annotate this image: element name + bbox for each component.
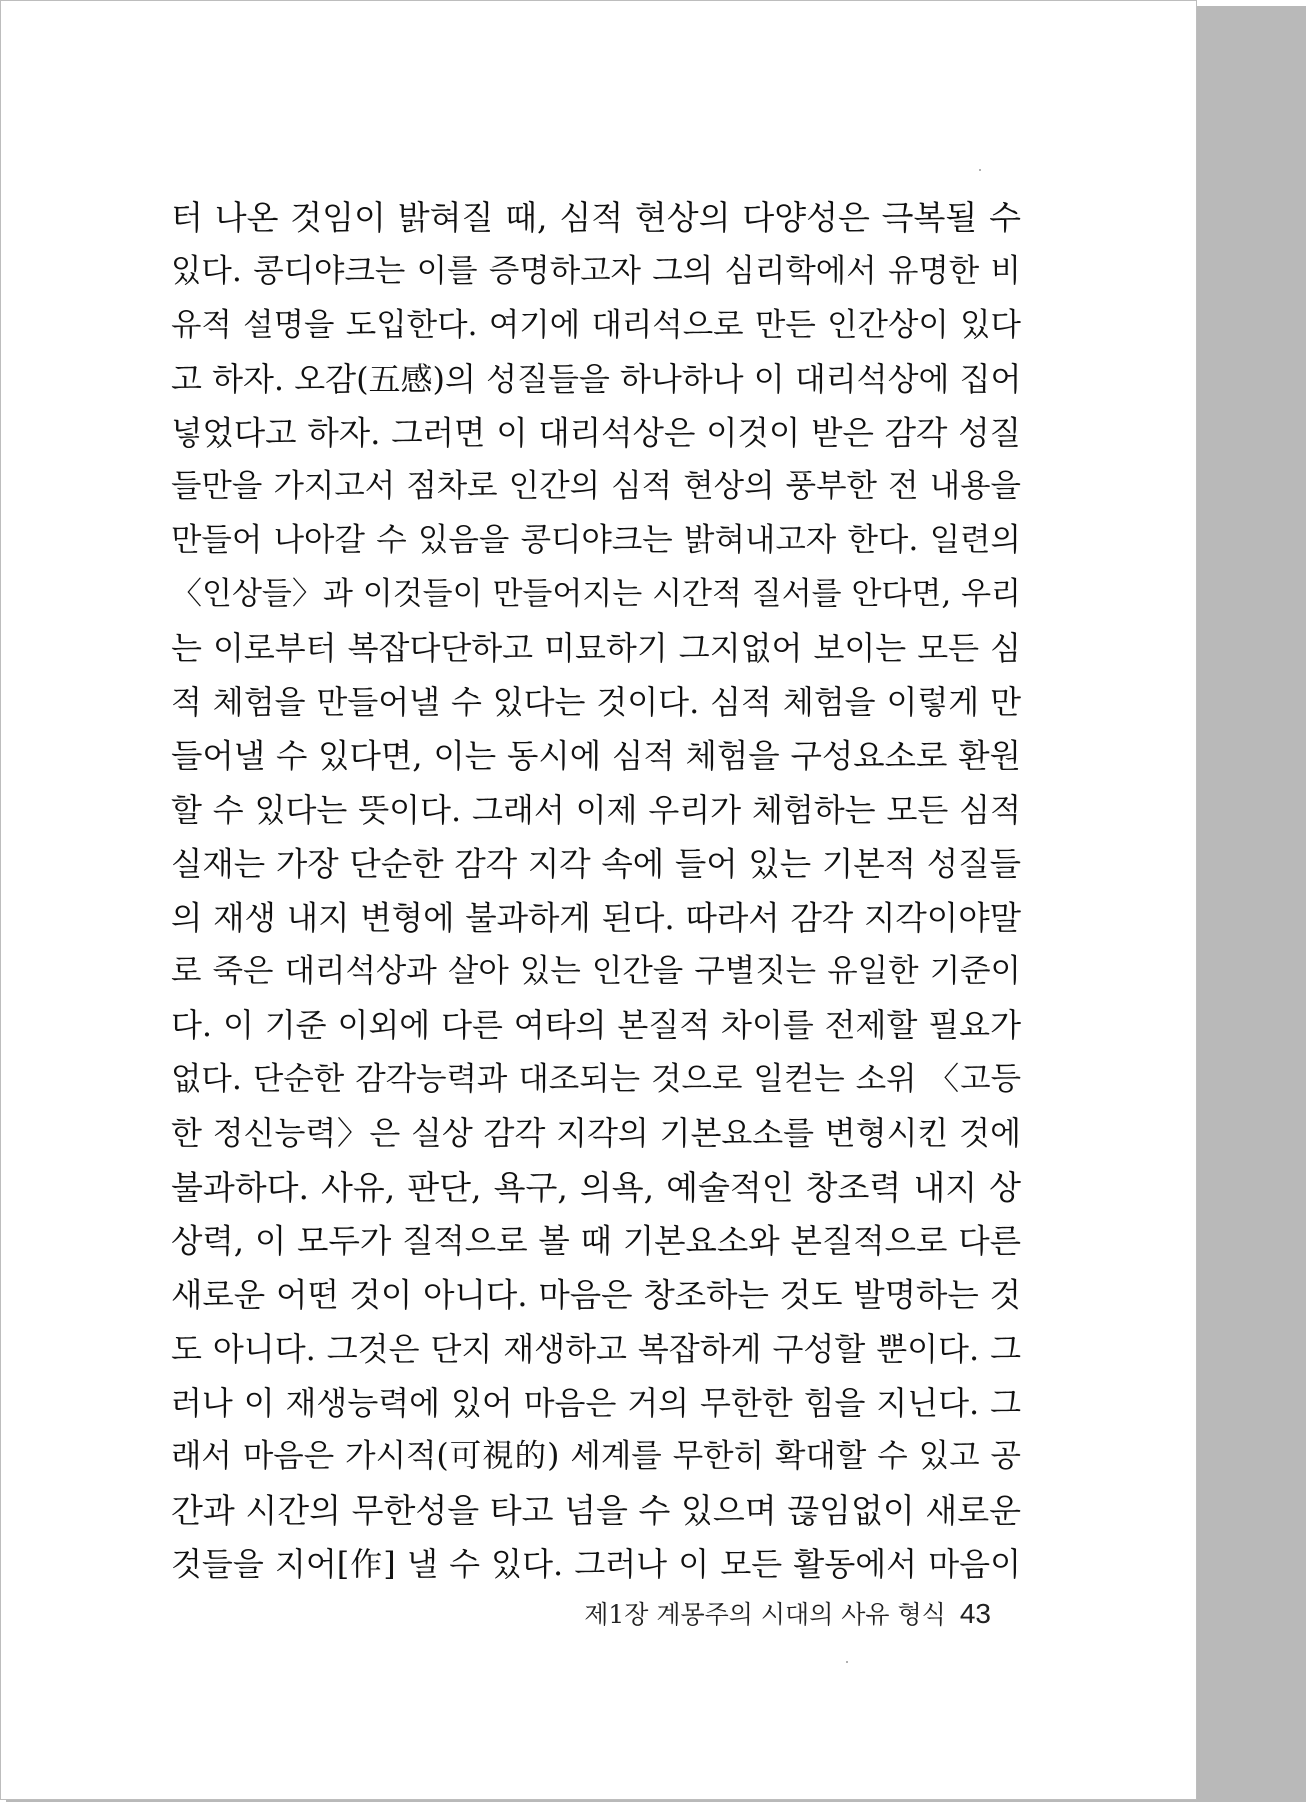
text-line: 실재는 가장 단순한 감각 지각 속에 들어 있는 기본적 성질들 — [171, 844, 1021, 883]
text-line: 다. 이 기준 이외에 다른 여타의 본질적 차이를 전제할 필요가 — [171, 1006, 1021, 1045]
text-line: 의 재생 내지 변형에 불과하게 된다. 따라서 감각 지각이야말 — [171, 898, 1021, 937]
page-footer — [561, 1594, 991, 1634]
text-line: 들만을 가지고서 점차로 인간의 심적 현상의 풍부한 전 내용을 — [171, 468, 1021, 505]
text-line: 적 체험을 만들어낼 수 있다는 것이다. 심적 체험을 이렇게 만 — [171, 683, 1021, 722]
text-line: 넣었다고 하자. 그러면 이 대리석상은 이것이 받은 감각 성질 — [171, 413, 1021, 452]
text-line: 래서 마음은 가시적(可視的) 세계를 무한히 확대할 수 있고 공 — [171, 1438, 1021, 1475]
text-line: 간과 시간의 무한성을 타고 넘을 수 있으며 끊임없이 새로운 — [171, 1491, 1021, 1531]
text-line: 없다. 단순한 감각능력과 대조되는 것으로 일컫는 소위 〈고등 — [171, 1061, 1021, 1098]
scan-speck — [979, 169, 981, 171]
text-line: 것들을 지어[作] 낼 수 있다. 그러나 이 모든 활동에서 마음이 — [171, 1545, 1021, 1584]
chapter-running-title: 제1장 계몽주의 시대의 사유 형식 — [584, 1600, 946, 1629]
scan-speck — [846, 1661, 848, 1663]
text-line: 상력, 이 모두가 질적으로 볼 때 기본요소와 본질적으로 다른 — [171, 1221, 1021, 1260]
page-number: 43 — [959, 1598, 991, 1629]
text-line: 로 죽은 대리석상과 살아 있는 인간을 구별짓는 유일한 기준이 — [171, 953, 1021, 990]
text-line: 새로운 어떤 것이 아니다. 마음은 창조하는 것도 발명하는 것 — [171, 1275, 1021, 1314]
text-line: 있다. 콩디야크는 이를 증명하고자 그의 심리학에서 유명한 비 — [171, 252, 1021, 289]
text-line: 고 하자. 오감(五感)의 성질들을 하나하나 이 대리석상에 집어 — [171, 359, 1022, 398]
page-body-text — [171, 191, 1021, 1592]
text-line: 한 정신능력〉은 실상 감각 지각의 기본요소를 변형시킨 것에 — [171, 1114, 1021, 1153]
text-line: 도 아니다. 그것은 단지 재생하고 복잡하게 구성할 뿐이다. 그 — [171, 1329, 1021, 1368]
text-line: 러나 이 재생능력에 있어 마음은 거의 무한한 힘을 지닌다. 그 — [171, 1383, 1021, 1422]
text-line: 유적 설명을 도입한다. 여기에 대리석으로 만든 인간상이 있다 — [171, 306, 1021, 343]
text-line: 만들어 나아갈 수 있음을 콩디야크는 밝혀내고자 한다. 일련의 — [171, 522, 1021, 559]
text-line: 불과하다. 사유, 판단, 욕구, 의욕, 예술적인 창조력 내지 상 — [171, 1168, 1021, 1208]
text-line: 〈인상들〉과 이것들이 만들어지는 시간적 질서를 안다면, 우리 — [171, 576, 1021, 613]
book-thickness-edge — [1196, 0, 1316, 1806]
text-line: 는 이로부터 복잡다단하고 미묘하기 그지없어 보이는 모든 심 — [171, 629, 1021, 668]
text-line: 들어낼 수 있다면, 이는 동시에 심적 체험을 구성요소로 환원 — [171, 736, 1021, 775]
text-line: 할 수 있다는 뜻이다. 그래서 이제 우리가 체험하는 모든 심적 — [171, 790, 1021, 829]
text-line: 터 나온 것임이 밝혀질 때, 심적 현상의 다양성은 극복될 수 — [171, 198, 1021, 237]
